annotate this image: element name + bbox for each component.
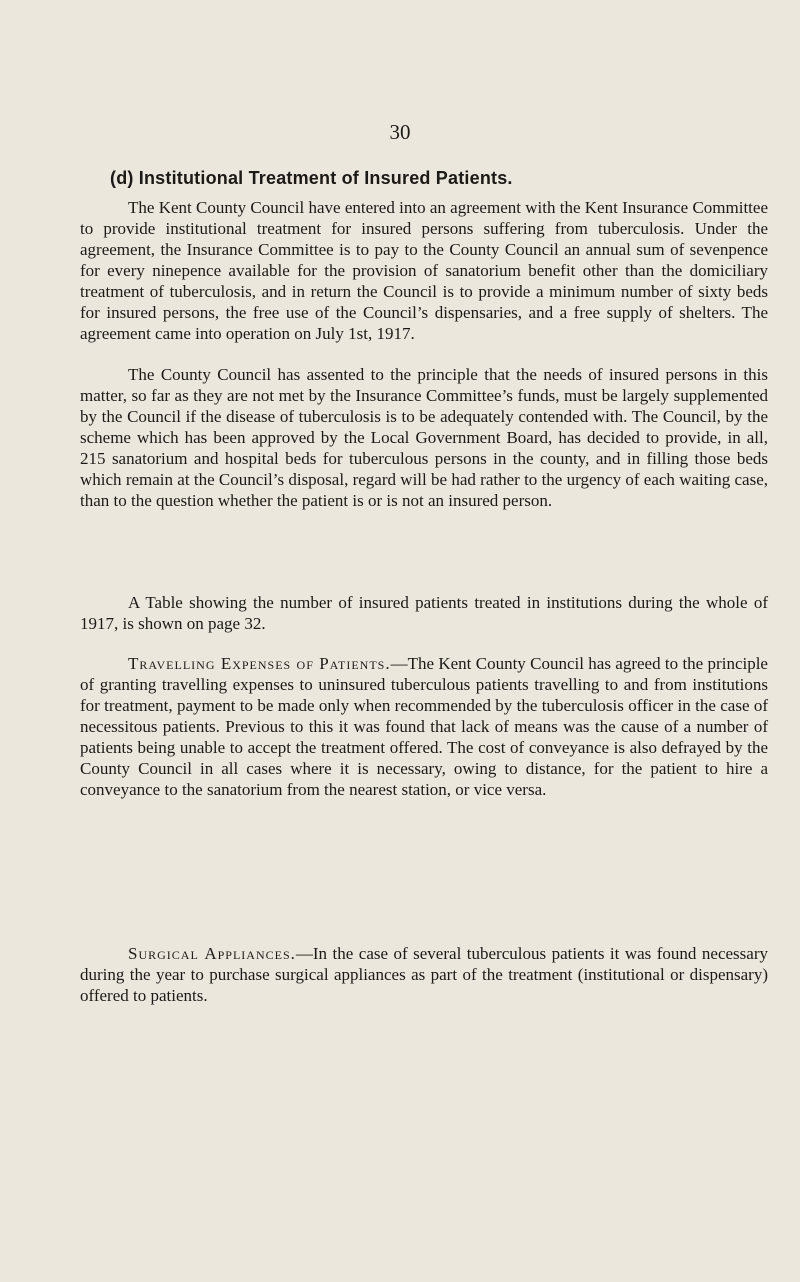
paragraph-table-reference [80, 592, 768, 634]
paragraph-surgical-appliances [80, 943, 768, 1006]
paragraph-text: —In the case of several tuberculous patients it was found necessary during the year to purchase surgical appliances as part of the treatment (institutional or dispensary) offered to patients. [80, 944, 768, 1005]
paragraph-lead: Travelling Expenses of Patients. [128, 654, 391, 673]
paragraph-text: The County Council has assented to the principle that the needs of insured persons in this matter, so far as they are not met by the Insurance Committee’s funds, must be largely supplemented by the Council if the disease of tuberculosis is to be adequately contended with. The Council, by the scheme which has been approved by the Local Government Board, has decided to provide, in all, 215 sanatorium and hospital beds for tuberculous persons in the county, and in filling those beds which remain at the Council’s disposal, regard will be had rather to the urgency of each waiting case, than to the question whether the patient is or is not an insured person. [80, 365, 768, 510]
paragraph-text: —The Kent County Council has agreed to the principle of granting travelling expenses to uninsured tuberculous patients travelling to and from institutions for treatment, payment to be made only when recommended by the tuberculosis officer in the case of necessitous patients. Previous to this it was found that lack of means was the cause of a number of patients being unable to accept the treatment offered. The cost of conveyance is also defrayed by the County Council in all cases where it is necessary, owing to distance, for the patient to hire a conveyance to the sanatorium from the nearest station, or vice versa. [80, 654, 768, 799]
paragraph-text: The Kent County Council have entered into an agreement with the Kent Insurance Committee to provide institutional treatment for insured persons suffering from tuberculosis. Under the agreement, the Insurance Committee is to pay to the County Council an annual sum of sevenpence for every ninepence available for the provision of sanatorium benefit other than the domiciliary treatment of tuberculosis, and in return the Council is to provide a minimum number of sixty beds for insured persons, the free use of the Council’s dispensaries, and a free supply of shelters. The agreement came into operation on July 1st, 1917. [80, 198, 768, 343]
paragraph-council-principle [80, 364, 768, 511]
paragraph-insurance-agreement [80, 197, 768, 344]
paragraph-lead: Surgical Appliances. [128, 944, 296, 963]
page-number: 30 [389, 120, 411, 144]
paragraph-travelling-expenses [80, 653, 768, 800]
paragraph-text: A Table showing the number of insured patients treated in institutions during the whole of 1917, is shown on page 32. [80, 593, 768, 633]
section-heading: (d) Institutional Treatment of Insured Patients. [110, 168, 513, 188]
